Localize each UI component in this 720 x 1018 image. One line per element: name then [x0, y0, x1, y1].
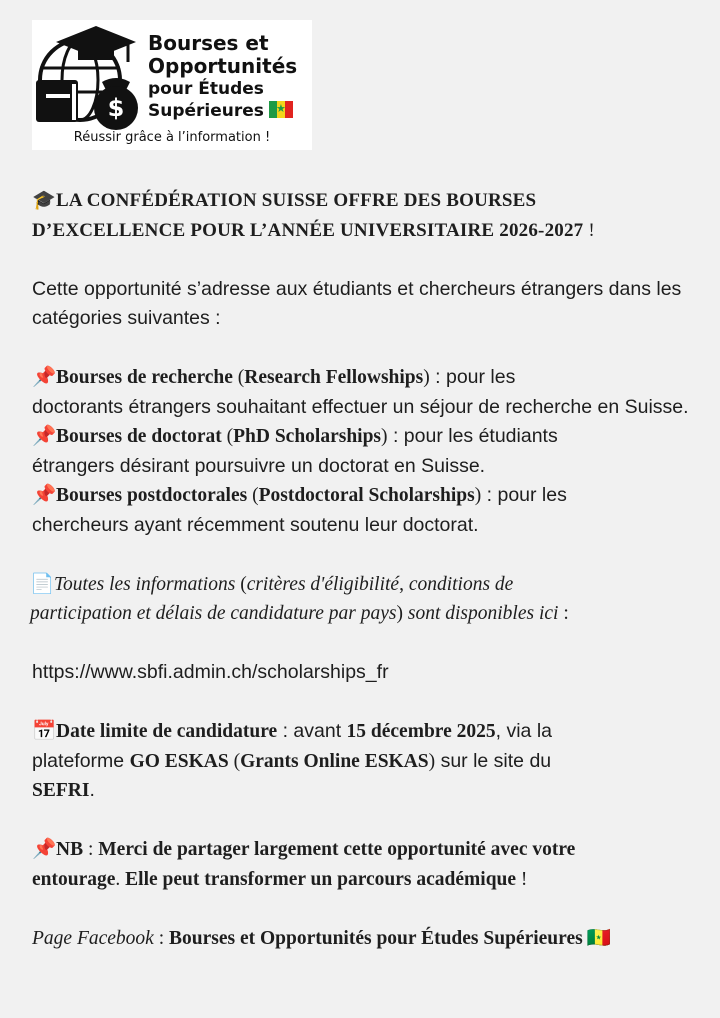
deadline-site: sur le site du [435, 749, 552, 772]
nb-suffix: ! [516, 868, 528, 890]
deadline-before: : avant [277, 720, 347, 742]
category-item: 📌Bourses de recherche (Research Fellowships) : pour les doctorants étrangers souhaitant effectuer un séjour de recherche en Suisse. [32, 363, 692, 422]
pushpin-icon: 📌 [32, 484, 57, 506]
nb-text1: Merci de partager largement cette opportunité avec votre [98, 839, 576, 860]
nb-label: NB [56, 839, 84, 860]
category-name: Bourses de doctorat [56, 426, 222, 447]
logo-title-line4: Supérieures [148, 101, 264, 121]
nb-text: 📌NB : Merci de partager largement cette opportunité avec votre entourage. Elle peut transformer un parcours académique ! [32, 835, 692, 894]
heading-suffix: ! [583, 219, 595, 241]
graduation-cap-icon: 🎓 [32, 190, 56, 211]
logo-title-line4-row [148, 100, 297, 122]
nb-text3: Elle peut transformer un parcours académique [125, 868, 517, 890]
footer-line [32, 924, 692, 954]
heading-line1: LA CONFÉDÉRATION SUISSE OFFRE DES BOURSES [56, 190, 537, 211]
logo-emblem-icon [32, 20, 148, 130]
pushpin-icon: 📌 [32, 366, 57, 388]
info-part3: conditions de [408, 573, 514, 595]
nb-sep: : [83, 839, 99, 860]
page-icon: 📄 [30, 573, 55, 595]
scholarship-link[interactable]: https://www.sbfi.admin.ch/scholarships_fr [32, 661, 389, 683]
deadline-label: Date limite de candidature [56, 721, 278, 742]
svg-text:$: $ [107, 94, 125, 122]
logo-title [148, 32, 297, 122]
category-desc-rest: étrangers désirant poursuivre un doctorat en Suisse. [32, 454, 486, 477]
logo-tagline: Réussir grâce à l’information ! [73, 130, 271, 145]
deadline-via: , via la [495, 720, 552, 742]
category-english: PhD Scholarships [233, 426, 382, 447]
info-part2: critères d'éligibilité [246, 573, 400, 595]
heading-line2: D’EXCELLENCE POUR L’ANNÉE UNIVERSITAIRE 2026-2027 [32, 219, 584, 241]
intro-text: Cette opportunité s’adresse aux étudiants et chercheurs étrangers dans les catégories suivantes : [32, 277, 682, 329]
deadline-platform: GO ESKAS [129, 750, 229, 772]
deadline-platform-full: Grants Online ESKAS [240, 750, 429, 772]
flag-icon: 🇸🇳 [586, 927, 611, 949]
info-part4: participation et délais de candidature par pays [30, 603, 397, 624]
category-desc-first: : pour les [429, 366, 516, 388]
logo-title-line1: Bourses et [148, 31, 269, 55]
post-heading [32, 186, 692, 245]
category-english: Research Fellowships [244, 367, 424, 388]
deadline-date: 15 décembre 2025 [346, 721, 496, 742]
category-english: Postdoctoral Scholarships [258, 485, 475, 506]
logo-title-line2: Opportunités [148, 54, 298, 78]
category-name: Bourses postdoctorales [56, 485, 248, 506]
category-desc-first: : pour les [481, 484, 567, 506]
logo [32, 20, 312, 150]
info-part1: Toutes les informations [54, 573, 236, 595]
footer-page-name[interactable]: Bourses et Opportunités pour Études Supérieures [169, 927, 583, 949]
pushpin-icon: 📌 [32, 425, 57, 447]
footer-label: Page Facebook [32, 927, 154, 949]
post-content [32, 186, 692, 953]
info-suffix: : [558, 603, 569, 624]
calendar-icon: 📅 [32, 720, 57, 742]
category-item: 📌Bourses de doctorat (PhD Scholarships) : pour les étudiants étrangers désirant poursuivre un doctorat en Suisse. [32, 422, 692, 481]
category-desc-rest: chercheurs ayant récemment soutenu leur doctorat. [32, 513, 479, 536]
senegal-flag-icon: ★ [269, 101, 293, 118]
category-desc-first: : pour les étudiants [387, 425, 558, 447]
info-part5: sont disponibles ici [407, 603, 559, 624]
deadline-platform-prefix: plateforme [32, 749, 130, 772]
logo-title-line3: pour Études [148, 79, 264, 99]
nb-text2: entourage [32, 868, 116, 890]
category-item: 📌Bourses postdoctorales (Postdoctoral Scholarships) : pour les chercheurs ayant récemment soutenu leur doctorat. [32, 481, 692, 540]
category-name: Bourses de recherche [56, 367, 233, 388]
footer-sep: : [153, 927, 169, 949]
deadline-text: 📅Date limite de candidature : avant 15 décembre 2025, via la plateforme GO ESKAS (Grants Online ESKAS) sur le site du SEFRI. [32, 717, 692, 806]
category-desc-rest: doctorants étrangers souhaitant effectuer un séjour de recherche en Suisse. [32, 395, 689, 418]
deadline-end: . [89, 779, 95, 801]
info-text: 📄Toutes les informations (critères d'éligibilité, conditions de participation et délais de candidature par pays) sont disponibles ici : [30, 570, 692, 629]
pushpin-icon: 📌 [32, 839, 57, 860]
deadline-org: SEFRI [32, 780, 90, 801]
